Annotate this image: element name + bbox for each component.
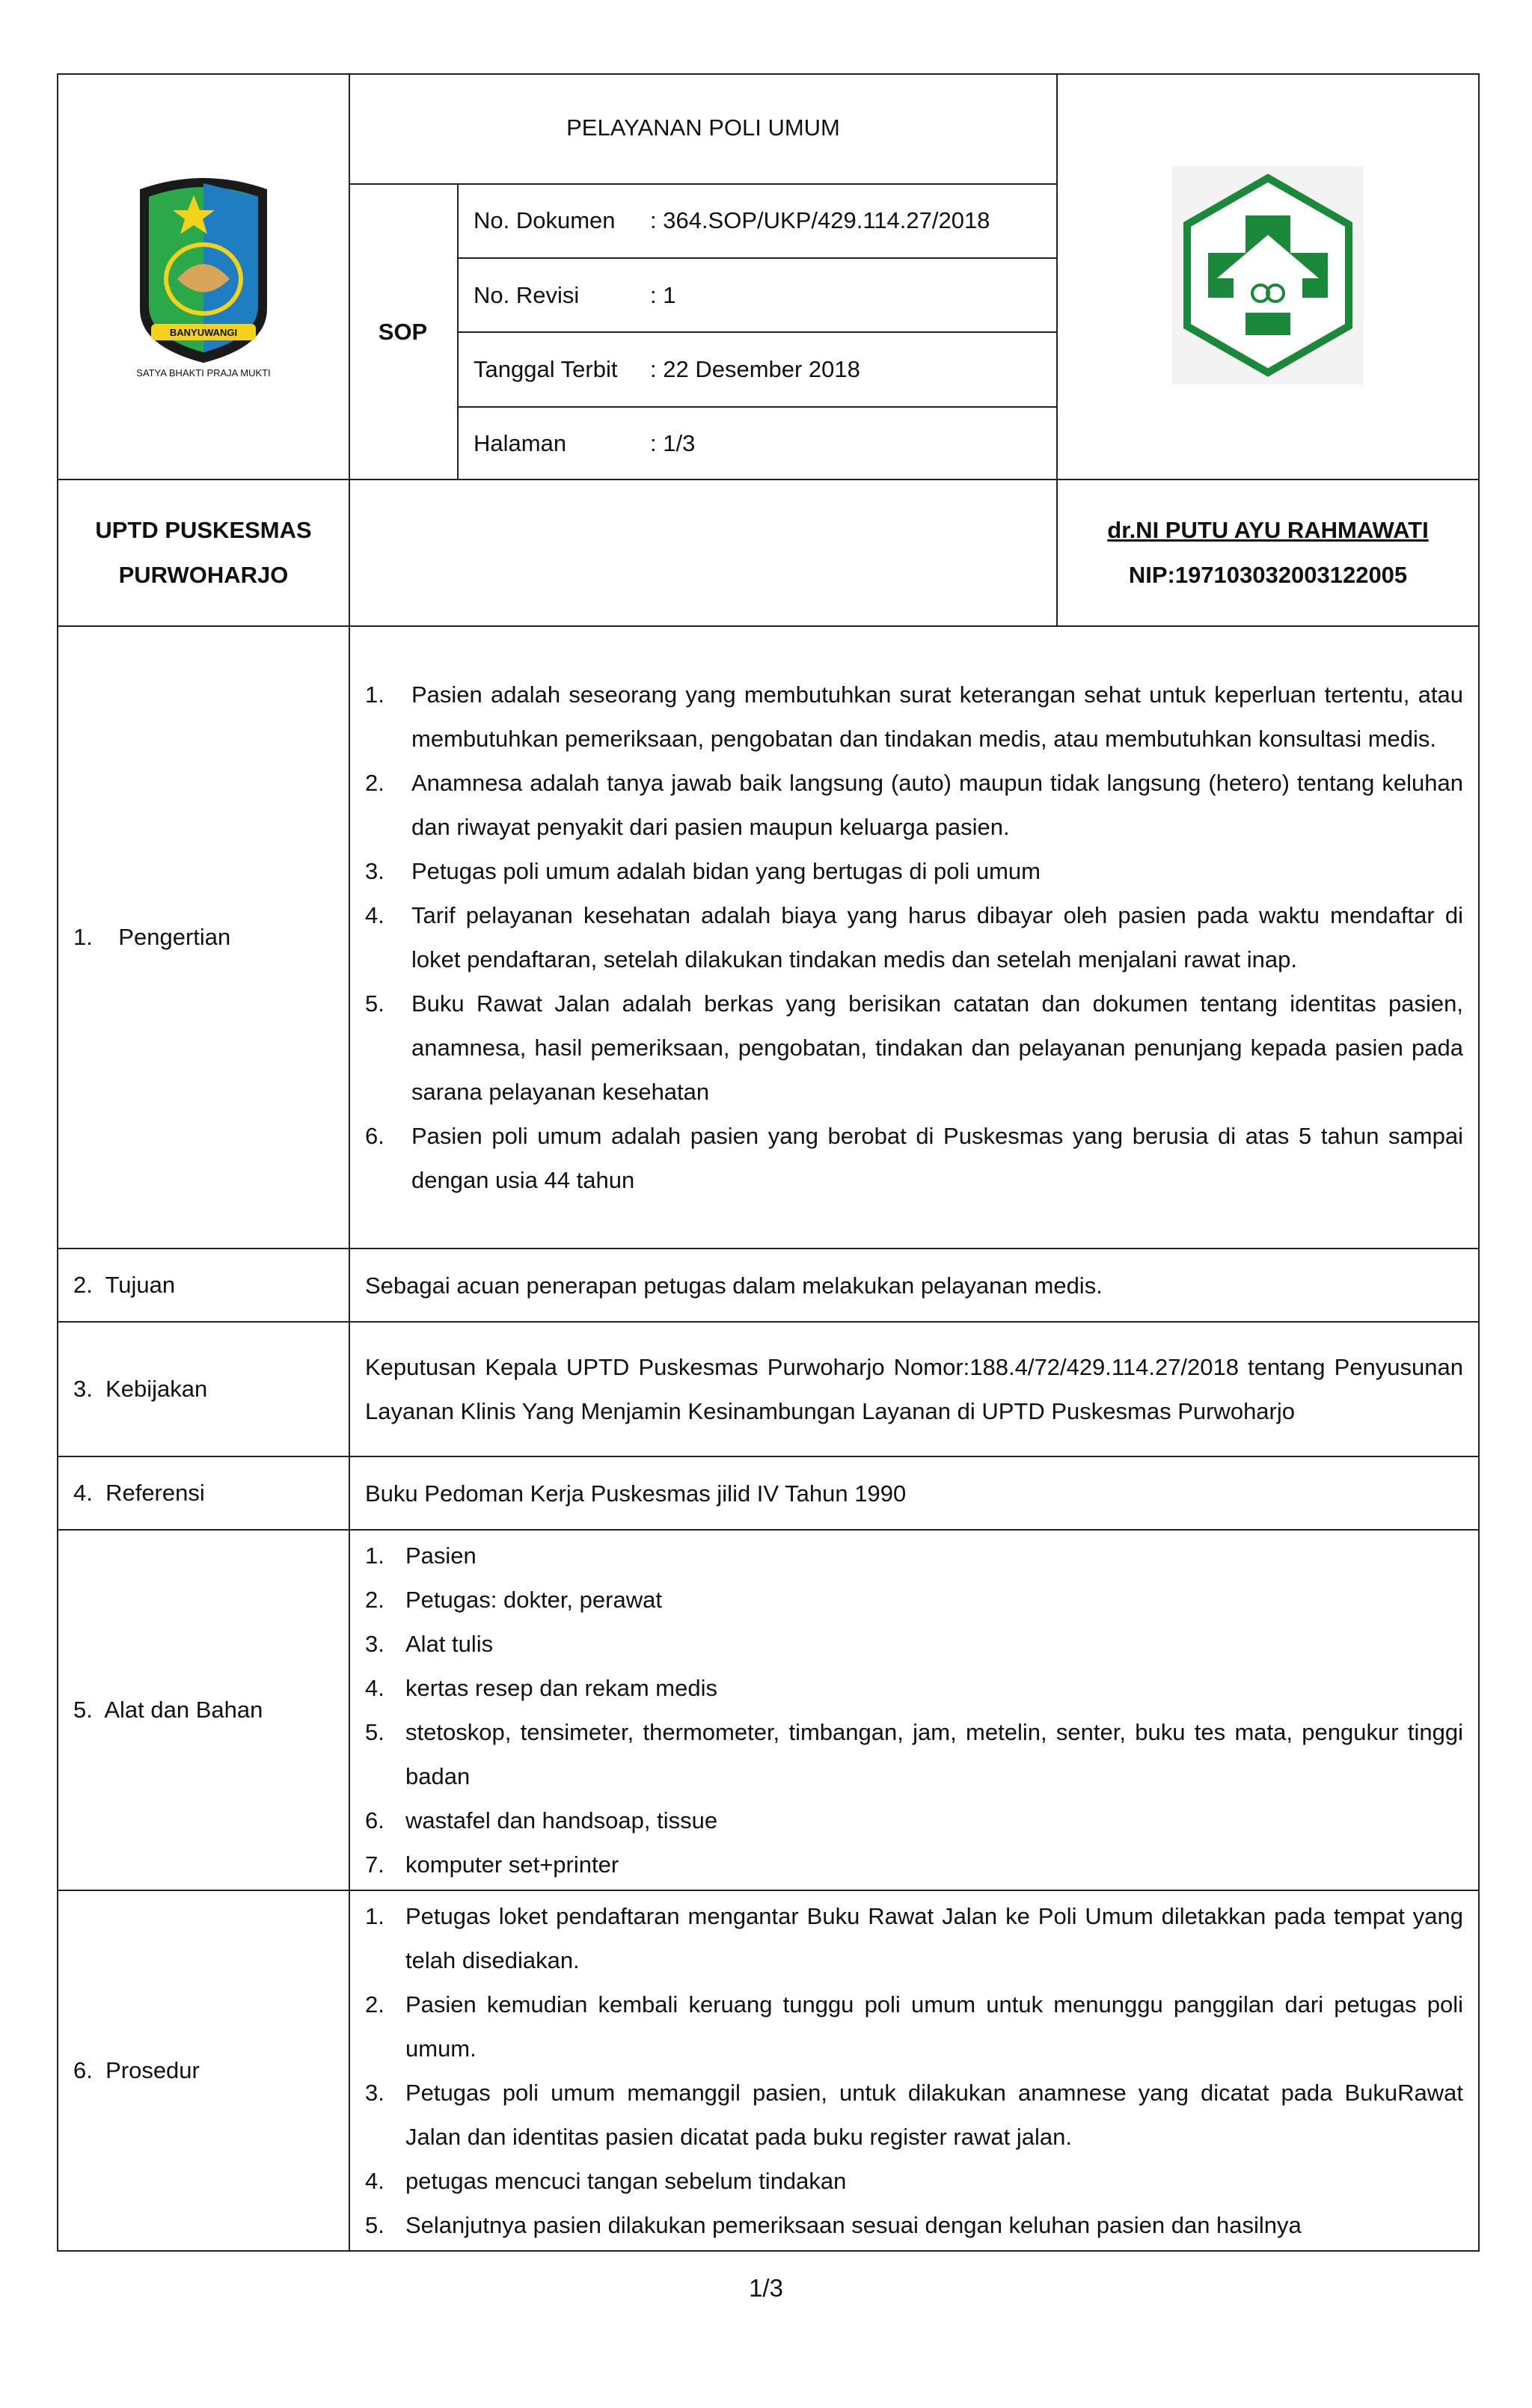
list-item-text: Pasien kemudian kembali keruang tunggu poli umum untuk menunggu panggilan dari petugas poli umum.	[405, 1991, 1463, 2062]
list-item	[365, 2071, 1463, 2159]
list-item	[365, 1894, 1463, 1982]
list-item	[365, 2203, 1463, 2247]
signatory	[1057, 480, 1479, 626]
list-item-number: 5.	[365, 990, 384, 1017]
list-item-number: 6.	[365, 1807, 384, 1833]
org-line1: UPTD PUSKESMAS	[95, 517, 312, 543]
list-item-number: 6.	[365, 1123, 384, 1149]
signature-space	[349, 480, 1057, 626]
list-item-text: stetoskop, tensimeter, thermometer, timbangan, jam, metelin, senter, buku tes mata, pengukur tinggi badan	[405, 1719, 1463, 1789]
list-item	[365, 1710, 1463, 1798]
banyuwangi-regency-emblem-icon	[125, 167, 282, 384]
section-alat	[349, 1530, 1479, 1890]
sop-table	[57, 73, 1480, 2252]
section-label-alat: 5. Alat dan Bahan	[58, 1530, 349, 1890]
section-pengertian	[349, 626, 1479, 1249]
list-item-text: Pasien adalah seseorang yang membutuhkan surat keterangan sehat untuk keperluan tertentu, atau membutuhkan pemeriksaan, pengobatan dan tindakan medis, atau membutuhkan konsultasi medis.	[411, 681, 1463, 752]
pengertian-list	[365, 673, 1463, 1202]
alat-list	[365, 1534, 1463, 1887]
left-logo-cell	[58, 74, 349, 480]
list-item-number: 1.	[365, 681, 384, 708]
list-item-text: Pasien poli umum adalah pasien yang berobat di Puskesmas yang berusia di atas 5 tahun sampai dengan usia 44 tahun	[411, 1123, 1463, 1193]
section-label-tujuan: 2. Tujuan	[58, 1249, 349, 1322]
list-item	[365, 849, 1463, 893]
organization	[58, 480, 349, 626]
right-logo-cell	[1057, 74, 1479, 480]
list-item-number: 2.	[365, 1991, 384, 2018]
list-item-text: komputer set+printer	[405, 1851, 619, 1878]
list-item-text: Alat tulis	[405, 1631, 494, 1657]
list-item-number: 3.	[365, 858, 384, 884]
list-item	[365, 1578, 1463, 1622]
list-item	[365, 1982, 1463, 2071]
list-item-number: 2.	[365, 770, 384, 796]
page-number: 1/3	[749, 2274, 783, 2302]
list-item-number: 1.	[365, 1903, 384, 1929]
list-item-number: 2.	[365, 1587, 384, 1613]
signatory-nip: NIP:197103032003122005	[1128, 562, 1408, 588]
list-item-text: Selanjutnya pasien dilakukan pemeriksaan sesuai dengan keluhan pasien dan hasilnya	[405, 2212, 1302, 2238]
list-item-number: 3.	[365, 2080, 384, 2106]
section-label-prosedur: 6. Prosedur	[58, 1890, 349, 2251]
emblem-band-text: BANYUWANGI	[169, 326, 238, 338]
list-item	[365, 1798, 1463, 1842]
org-line2: PURWOHARJO	[118, 562, 289, 588]
list-item-text: Petugas: dokter, perawat	[405, 1587, 662, 1613]
prosedur-list	[365, 1894, 1463, 2247]
list-item-text: Pasien	[405, 1542, 477, 1569]
list-item	[365, 893, 1463, 981]
list-item	[365, 1842, 1463, 1887]
section-label-pengertian: 1. Pengertian	[58, 626, 349, 1249]
list-item-text: Petugas poli umum adalah bidan yang bertugas di poli umum	[411, 858, 1041, 884]
meta-no-dokumen: No. Dokumen : 364.SOP/UKP/429.114.27/2018	[458, 184, 1058, 258]
section-referensi-text: Buku Pedoman Kerja Puskesmas jilid IV Tahun 1990	[349, 1456, 1479, 1530]
list-item-text: Tarif pelayanan kesehatan adalah biaya yang harus dibayar oleh pasien pada waktu mendaftar di loket pendaftaran, setelah dilakukan tindakan medis dan setelah menjalani rawat inap.	[411, 902, 1463, 972]
section-label-kebijakan: 3. Kebijakan	[58, 1322, 349, 1456]
section-label-referensi: 4. Referensi	[58, 1456, 349, 1530]
list-item-number: 1.	[365, 1542, 384, 1569]
puskesmas-green-cross-icon	[1172, 166, 1364, 385]
meta-halaman: Halaman : 1/3	[458, 407, 1058, 480]
section-prosedur	[349, 1890, 1479, 2251]
meta-no-revisi: No. Revisi : 1	[458, 258, 1058, 332]
list-item-number: 5.	[365, 1719, 384, 1745]
signatory-name: dr.NI PUTU AYU RAHMAWATI	[1107, 517, 1429, 543]
list-item-number: 4.	[365, 902, 384, 928]
list-item-number: 7.	[365, 1851, 384, 1878]
list-item	[365, 981, 1463, 1114]
list-item	[365, 1114, 1463, 1202]
emblem-motto: SATYA BHAKTI PRAJA MUKTI	[136, 367, 271, 379]
list-item	[365, 1534, 1463, 1578]
header-center	[349, 74, 1057, 480]
section-tujuan-text: Sebagai acuan penerapan petugas dalam melakukan pelayanan medis.	[349, 1249, 1479, 1322]
section-kebijakan-text: Keputusan Kepala UPTD Puskesmas Purwoharjo Nomor:188.4/72/429.114.27/2018 tentang Penyusunan Layanan Klinis Yang Menjamin Kesinambungan Layanan di UPTD Puskesmas Purwoharjo	[349, 1322, 1479, 1456]
sop-label: SOP	[349, 184, 458, 480]
list-item	[365, 673, 1463, 761]
list-item-number: 4.	[365, 2168, 384, 2194]
list-item-number: 3.	[365, 1631, 384, 1657]
document-title: PELAYANAN POLI UMUM	[349, 73, 1058, 184]
list-item-number: 5.	[365, 2212, 384, 2238]
list-item-text: Buku Rawat Jalan adalah berkas yang berisikan catatan dan dokumen tentang identitas pasien, anamnesa, hasil pemeriksaan, pengobatan, tindakan dan pelayanan penunjang kepada pasien pada sarana pelayanan kesehatan	[411, 990, 1463, 1105]
list-item	[365, 1622, 1463, 1666]
sop-document	[57, 73, 1478, 2252]
list-item-text: Anamnesa adalah tanya jawab baik langsung (auto) maupun tidak langsung (hetero) tentang keluhan dan riwayat penyakit dari pasien maupun keluarga pasien.	[411, 770, 1463, 840]
list-item-text: Petugas loket pendaftaran mengantar Buku Rawat Jalan ke Poli Umum diletakkan pada tempat yang telah disediakan.	[405, 1903, 1463, 1973]
list-item-text: petugas mencuci tangan sebelum tindakan	[405, 2168, 847, 2194]
list-item-number: 4.	[365, 1675, 384, 1701]
meta-tanggal-terbit: Tanggal Terbit : 22 Desember 2018	[458, 332, 1058, 406]
list-item-text: Petugas poli umum memanggil pasien, untuk dilakukan anamnese yang dicatat pada BukuRawat Jalan dan identitas pasien dicatat pada buku register rawat jalan.	[405, 2080, 1463, 2150]
list-item	[365, 761, 1463, 849]
list-item	[365, 1666, 1463, 1710]
list-item	[365, 2159, 1463, 2203]
list-item-text: wastafel dan handsoap, tissue	[405, 1807, 718, 1833]
list-item-text: kertas resep dan rekam medis	[405, 1675, 717, 1701]
